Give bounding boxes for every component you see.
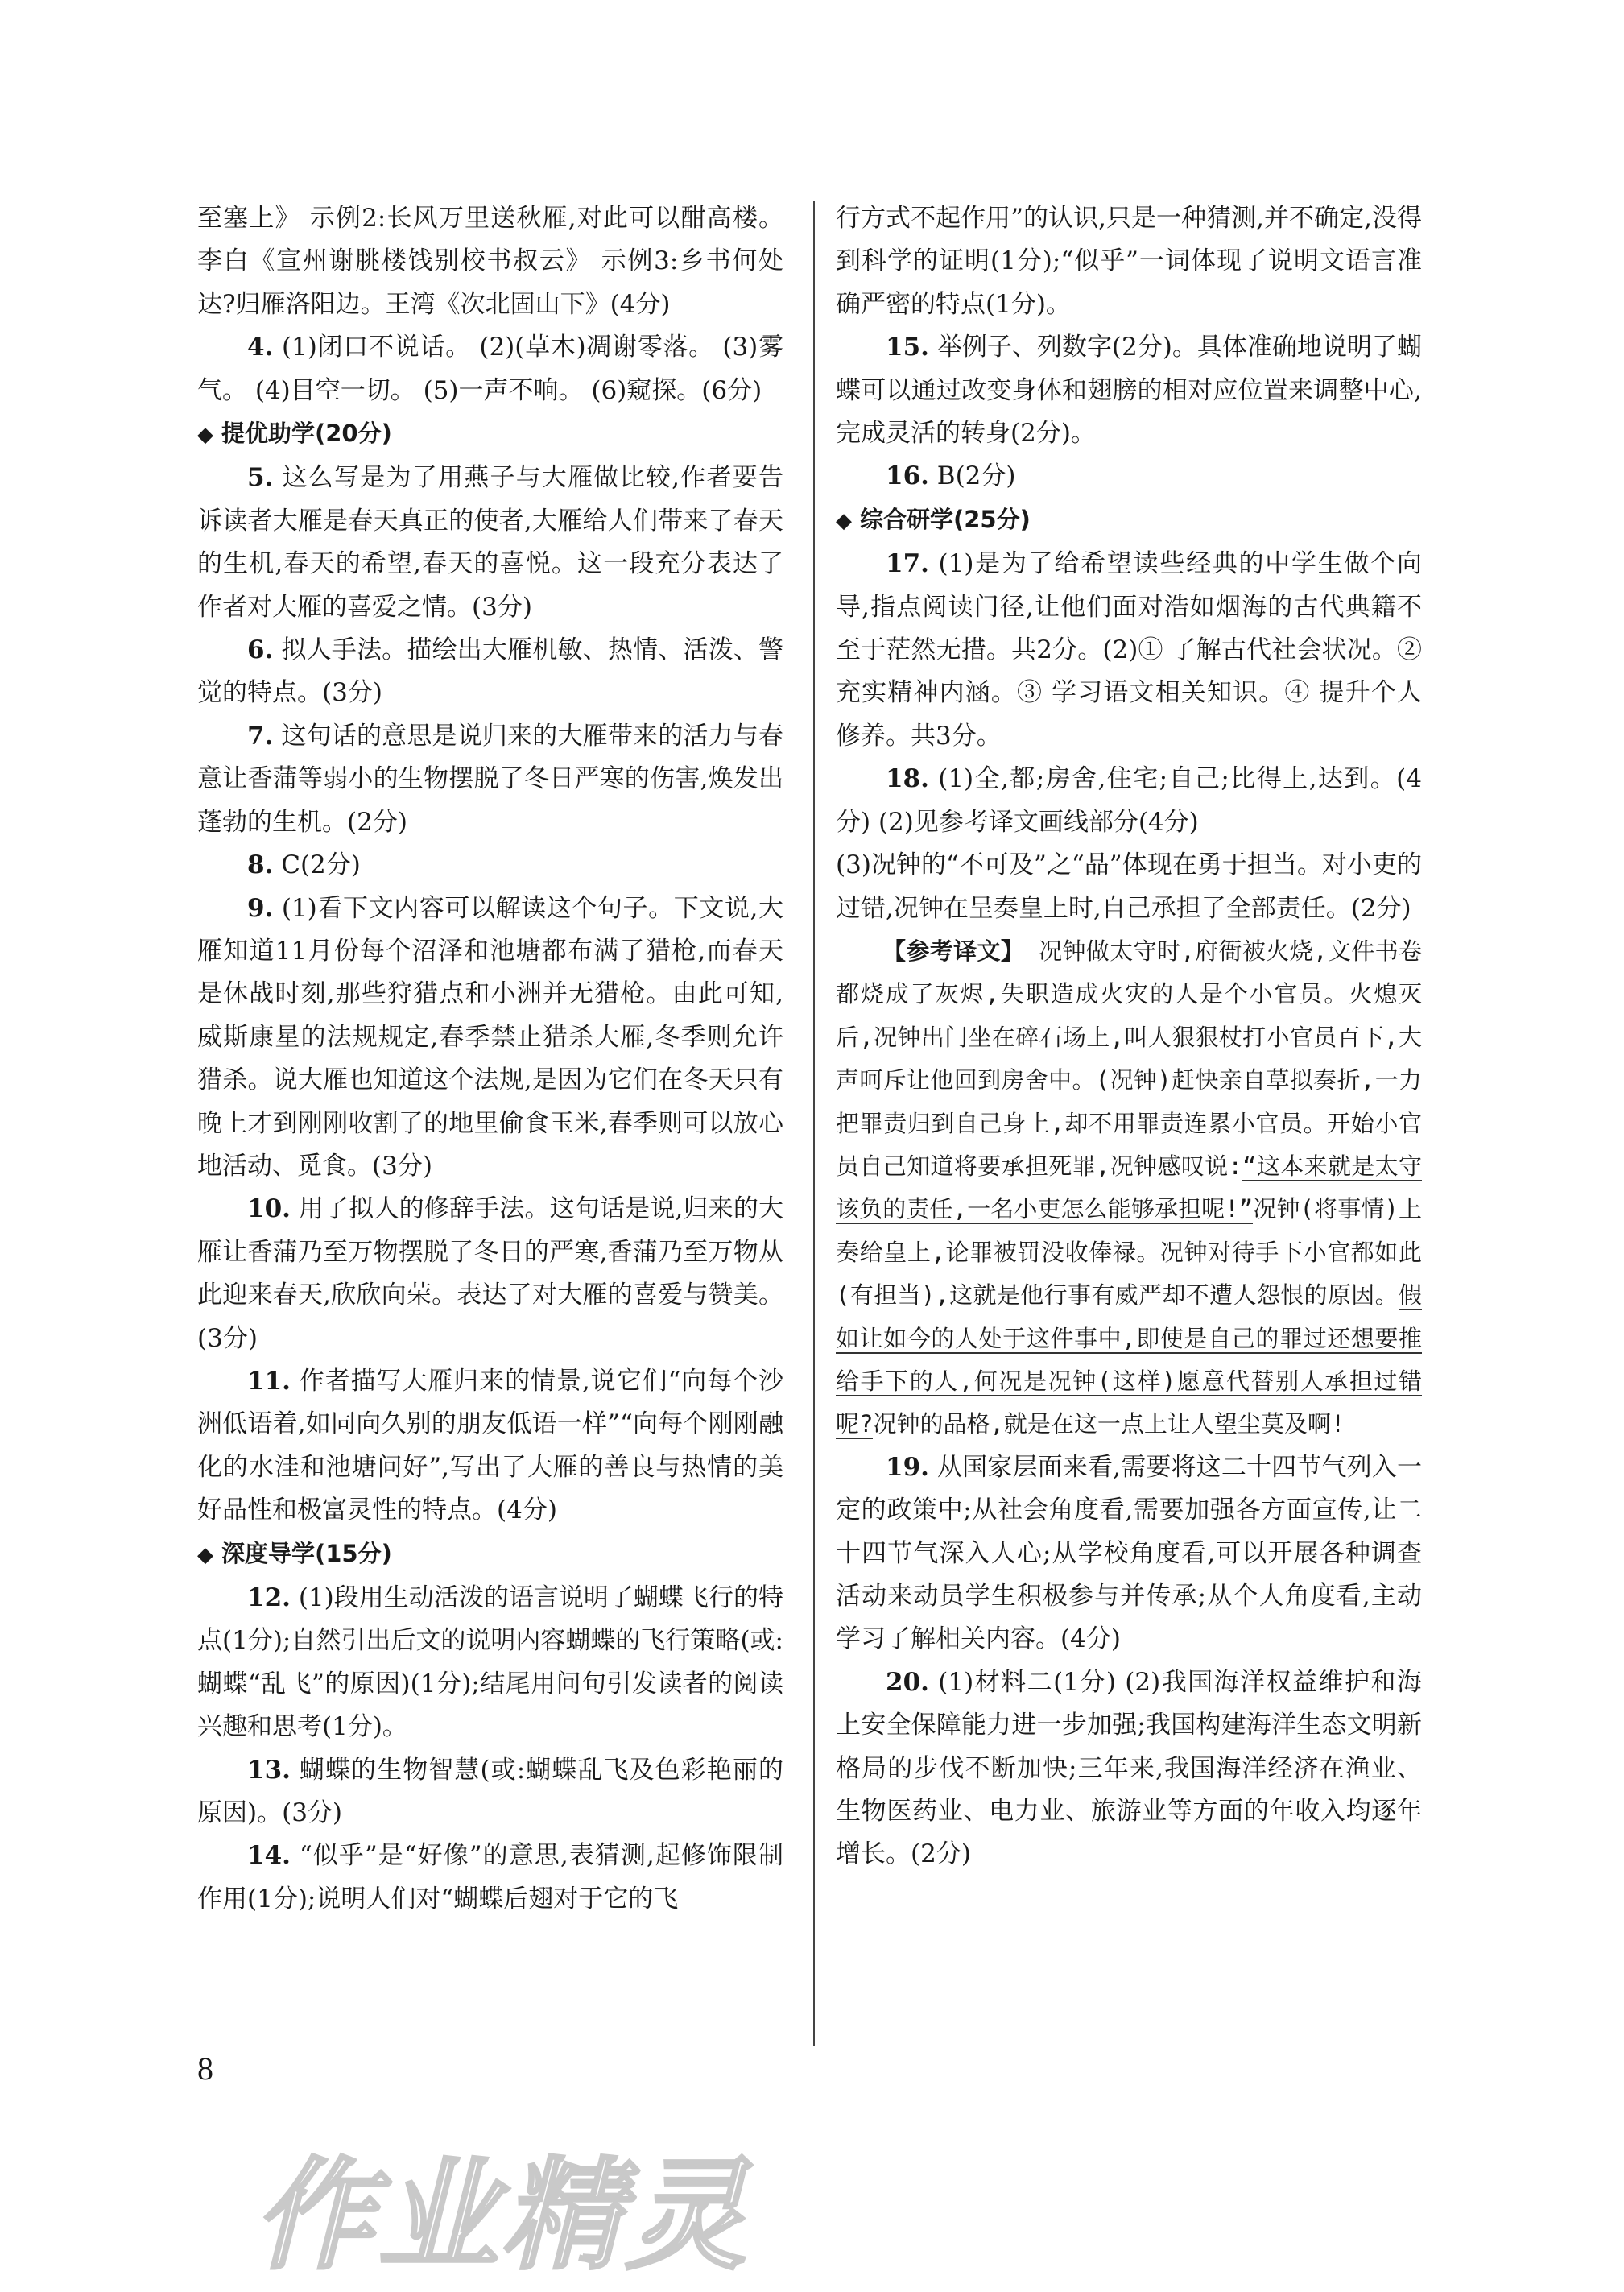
section-heading-tiyou: ◆ 提优助学(20分) [197, 420, 392, 448]
answer-18-part3: (3)况钟的“不可及”之“品”体现在勇于担当。对小吏的过错,况钟在呈奏皇上时,自己承担了全部责任。(2分) [836, 850, 1422, 923]
page-number: 8 [197, 2050, 213, 2087]
underlined-sentence: “这本来就是太守该负的责任,一名小吏怎么能够承担呢!” [836, 1152, 1423, 1223]
answer-11: 11. 作者描写大雁归来的情景,说它们“向每个沙洲低语着,如同向久别的朋友低语一样”“向每个刚刚融化的水洼和池塘问好”,写出了大雁的善良与热情的美好品性和极富灵性的特点。(4分) [197, 1366, 783, 1525]
answer-text: (1)闭口不说话。 (2)(草木)凋谢零落。 (3)雾气。 (4)目空一切。 (5)一声不响。 (6)窥探。(6分) [197, 333, 783, 405]
answer-6: 6. 拟人手法。描绘出大雁机敏、热情、活泼、警觉的特点。(3分) [197, 635, 783, 708]
underlined-sentence: 假如让如今的人处于这件事中,即使是自己的罪过还想要推给手下的人,何况是况钟(这样)愿意代替别人承担过错呢? [836, 1281, 1422, 1438]
answer-18: 18. (1)全,都;房舍,住宅;自己;比得上,达到。(4分) (2)见参考译文画线部分(4分) [836, 764, 1422, 837]
answer-10: 10. 用了拟人的修辞手法。这句话是说,归来的大雁让香蒲乃至万物摆脱了冬日的严寒,香蒲乃至万物从此迎来春天,欣欣向荣。表达了对大雁的喜爱与赞美。(3分) [197, 1194, 783, 1353]
intro-continuation: 至塞上》 示例2:长风万里送秋雁,对此可以酣高楼。李白《宣州谢朓楼饯别校书叔云》 示例3:乡书何处达?归雁洛阳边。王湾《次北固山下》(4分) [197, 204, 783, 319]
answer-8: 8. C(2分) [247, 850, 361, 880]
answer-7: 7. 这句话的意思是说归来的大雁带来的活力与春意让香蒲等弱小的生物摆脱了冬日严寒的伤害,焕发出蓬勃的生机。(2分) [197, 721, 783, 837]
answer-12: 12. (1)段用生动活泼的语言说明了蝴蝶飞行的特点(1分);自然引出后文的说明内容蝴蝶的飞行策略(或:蝴蝶“乱飞”的原因)(1分);结尾用问句引发读者的阅读兴趣和思考(1分)。 [197, 1583, 783, 1742]
answer-9: 9. (1)看下文内容可以解读这个句子。下文说,大雁知道11月份每个沼泽和池塘都布满了猎枪,而春天是休战时刻,那些狩猎点和小洲并无猎枪。由此可知,威斯康星的法规规定,春季禁止猎杀大雁,冬季则允许猎杀。说大雁也知道这个法规,是因为它们在冬天只有晚上才到刚刚收割了的地里偷食玉米,春季则可以放心地活动、觅食。(3分) [197, 893, 784, 1181]
reference-translation: 【参考译文】 况钟做太守时,府衙被火烧,文件书卷都烧成了灰烬,失职造成火灾的人是个小官员。火熄灭后,况钟出门坐在碎石场上,叫人狠狠杖打小官员百下,大声呵斥让他回到房舍中。(况钟)赶快亲自草拟奏折,一力把罪责归到自己身上,却不用罪责连累小官员。开始小官员自己知道将要承担死罪,况钟感叹说:“这本来就是太守该负的责任,一名小吏怎么能够承担呢!”况钟(将事情)上奏给皇上,论罪被罚没收俸禄。况钟对待手下小官都如此(有担当),这就是他行事有威严却不遭人怨恨的原因。假如让如今的人处于这件事中,即使是自己的罪过还想要推给手下的人,何况是况钟(这样)愿意代替别人承担过错呢?况钟的品格,就是在这一点上让人望尘莫及啊! [836, 937, 1423, 1438]
answer-20: 20. (1)材料二(1分) (2)我国海洋权益维护和海上安全保障能力进一步加强;我国构建海洋生态文明新格局的步伐不断加快;三年来,我国海洋经济在渔业、生物医药业、电力业、旅游业等方面的年收入均逐年增长。(2分) [836, 1667, 1422, 1869]
column-divider [813, 201, 815, 2046]
answer-4 [197, 326, 783, 412]
right-column [836, 197, 1422, 1876]
answer-14-continuation: 行方式不起作用”的认识,只是一种猜测,并不确定,没得到科学的证明(1分);“似乎”一词体现了说明文语言准确严密的特点(1分)。 [836, 204, 1422, 319]
diamond-icon: ◆ [197, 1542, 213, 1567]
answer-14: 14. “似乎”是“好像”的意思,表猜测,起修饰限制作用(1分);说明人们对“蝴蝶后翅对于它的飞 [197, 1841, 783, 1913]
answer-16: 16. B(2分) [886, 461, 1016, 491]
watermark-logo: 作业精灵 [254, 2146, 750, 2286]
left-column [197, 197, 783, 1921]
answer-15: 15. 举例子、列数字(2分)。具体准确地说明了蝴蝶可以通过改变身体和翅膀的相对应位置来调整中心,完成灵活的转身(2分)。 [836, 333, 1422, 449]
reference-title: 【参考译文】 [882, 937, 1025, 965]
section-heading-shendu: ◆ 深度导学(15分) [197, 1539, 392, 1567]
diamond-icon: ◆ [197, 423, 213, 448]
answer-number: 4. [247, 333, 274, 362]
answer-17: 17. (1)是为了给希望读些经典的中学生做个向导,指点阅读门径,让他们面对浩如烟海的古代典籍不至于茫然无措。共2分。(2)① 了解古代社会状况。② 充实精神内涵。③ 学习语文相关知识。④ 提升个人修养。共3分。 [836, 549, 1422, 751]
answer-5: 5. 这么写是为了用燕子与大雁做比较,作者要告诉读者大雁是春天真正的使者,大雁给人们带来了春天的生机,春天的希望,春天的喜悦。这一段充分表达了作者对大雁的喜爱之情。(3分) [197, 463, 783, 622]
answer-13: 13. 蝴蝶的生物智慧(或:蝴蝶乱飞及色彩艳丽的原因)。(3分) [197, 1755, 783, 1828]
diamond-icon: ◆ [836, 508, 852, 533]
section-heading-zonghe: ◆ 综合研学(25分) [836, 505, 1031, 533]
answer-19: 19. 从国家层面来看,需要将这二十四节气列入一定的政策中;从社会角度看,需要加强各方面宣传,让二十四节气深入人心;从学校角度看,可以开展各种调查活动来动员学生积极参与并传承;从个人角度看,主动学习了解相关内容。(4分) [836, 1452, 1422, 1654]
